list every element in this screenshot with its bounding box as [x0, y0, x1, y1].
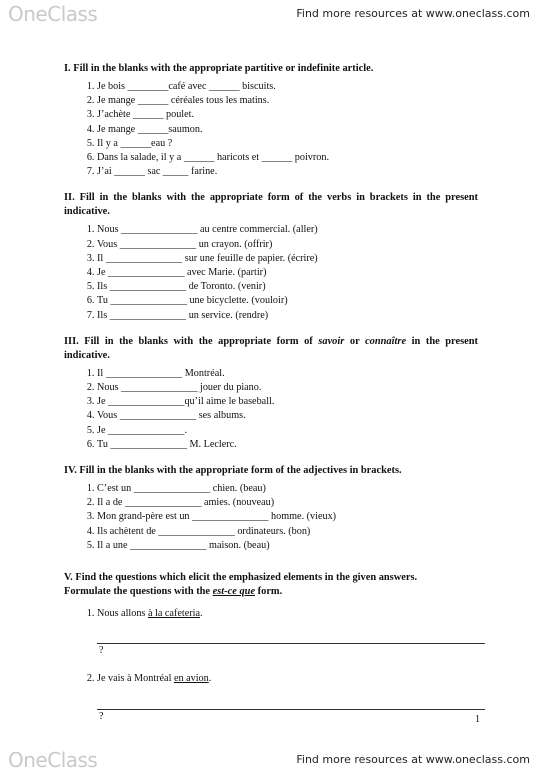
list-item: 2. Il a de _______________ amies. (nouveau) [97, 496, 478, 510]
list-item: 7. J’ai ______ sac _____ farine. [97, 165, 478, 179]
list-item: 5. Ils _______________ de Toronto. (venir) [97, 280, 478, 294]
answer-line[interactable] [97, 629, 485, 644]
section-4-title: IV. Fill in the blanks with the appropriate form of the adjectives in brackets. [64, 465, 402, 477]
list-item: 2. Je mange ______ céréales tous les matins. [97, 94, 478, 108]
page-number: 1 [475, 714, 480, 725]
list-item: 6. Dans la salade, il y a ______ haricots et ______ poivron. [97, 151, 478, 165]
section-4 [64, 464, 478, 553]
section-5 [64, 571, 478, 724]
oneclass-logo: OneClass [8, 2, 98, 26]
list-item: 6. Tu _______________ M. Leclerc. [97, 438, 478, 452]
list-item: 2. Vous _______________ un crayon. (offrir) [97, 238, 478, 252]
list-item: 1. Il _______________ Montréal. [97, 367, 478, 381]
section-3-title: III. Fill in the blanks with the appropriate form of savoir or connaître in the present indicative. [64, 335, 478, 361]
oneclass-logo: OneClass [8, 748, 98, 772]
list-item: 3. J’achète ______ poulet. [97, 108, 478, 122]
list-item: 6. Tu _______________ une bicyclette. (vouloir) [97, 294, 478, 308]
section-5-title: V. Find the questions which elicit the emphasized elements in the given answers. [64, 572, 418, 584]
list-item: 1. Nous allons à la cafeteria. ? [97, 607, 478, 658]
list-item: 1. Je bois ________café avec ______ biscuits. [97, 80, 478, 94]
list-item: 3. Il _______________ sur une feuille de papier. (écrire) [97, 252, 478, 266]
list-item: 3. Mon grand-père est un _______________ homme. (vieux) [97, 510, 478, 524]
list-item: 2. Je vais à Montréal en avion. ? [97, 672, 478, 723]
resources-link[interactable]: Find more resources at www.oneclass.com [296, 7, 530, 20]
answer-line[interactable] [97, 695, 485, 710]
section-1 [64, 62, 478, 179]
list-item: 5. Il a une _______________ maison. (beau) [97, 539, 478, 553]
section-5-subtitle: Formulate the questions with the est-ce que form. [64, 586, 283, 598]
list-item: 4. Ils achètent de _______________ ordinateurs. (bon) [97, 525, 478, 539]
list-item: 7. Ils _______________ un service. (rendre) [97, 309, 478, 323]
section-2 [64, 191, 478, 322]
list-item: 1. Nous _______________ au centre commercial. (aller) [97, 223, 478, 237]
list-item: 1. C’est un _______________ chien. (beau) [97, 482, 478, 496]
list-item: 5. Il y a ______eau ? [97, 137, 478, 151]
section-2-title: II. Fill in the blanks with the appropriate form of the verbs in brackets in the present indicative. [64, 192, 478, 218]
list-item: 4. Je mange ______saumon. [97, 123, 478, 137]
list-item: 3. Je _______________qu’il aime le baseball. [97, 395, 478, 409]
worksheet [64, 62, 478, 724]
resources-link[interactable]: Find more resources at www.oneclass.com [296, 753, 530, 766]
list-item: 5. Je _______________. [97, 424, 478, 438]
list-item: 4. Je _______________ avec Marie. (partir) [97, 266, 478, 280]
section-3 [64, 335, 478, 452]
section-1-title: I. Fill in the blanks with the appropriate partitive or indefinite article. [64, 63, 374, 74]
list-item: 4. Vous _______________ ses albums. [97, 409, 478, 423]
list-item: 2. Nous _______________ jouer du piano. [97, 381, 478, 395]
